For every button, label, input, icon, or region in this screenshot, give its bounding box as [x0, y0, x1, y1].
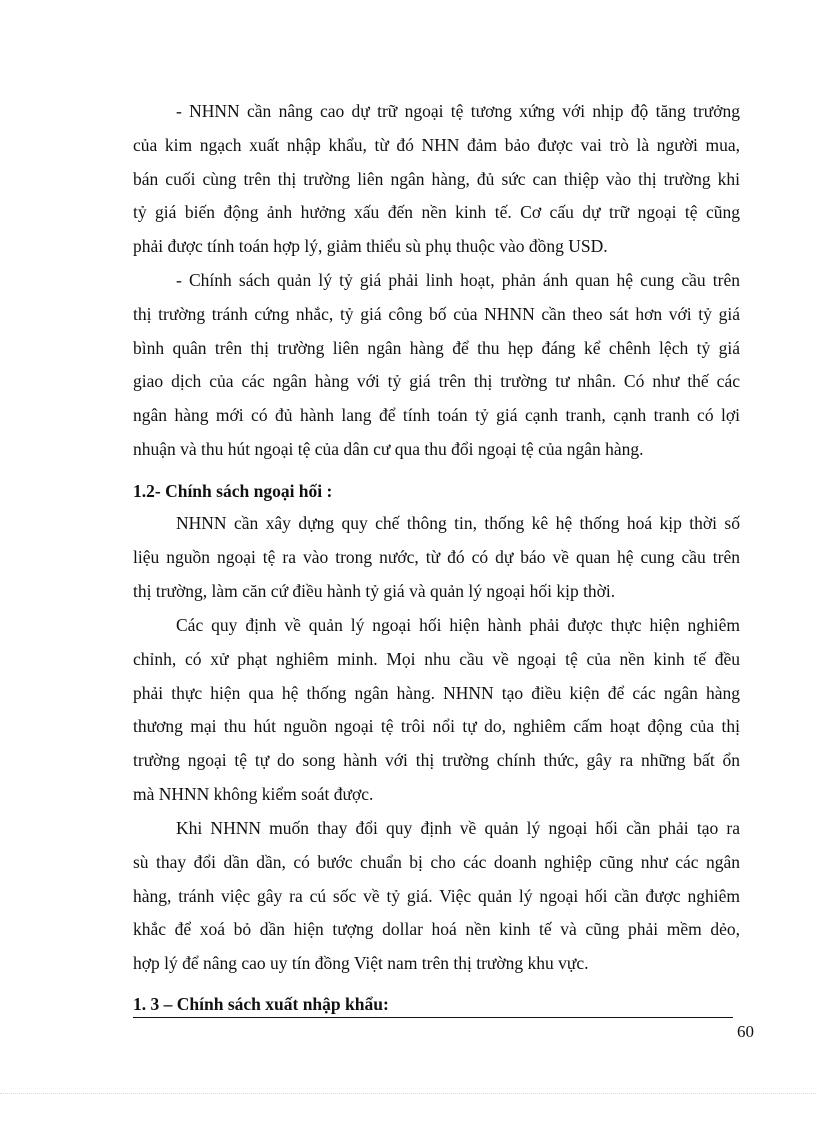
- text-line: hàng, tránh việc gây ra cú sốc về tỷ giá. Việc quản lý ngoại hối cần được nghiêm: [133, 885, 740, 906]
- text-line: Khi NHNN muốn thay đổi quy định về quản lý ngoại hối cần phải tạo ra: [176, 818, 740, 838]
- text-line: nhuận và thu hút ngoại tệ của dân cư qua thu đổi ngoại tệ của ngân hàng.: [133, 438, 644, 459]
- text-line: trường ngoại tệ tự do song hành với thị trường chính thức, gây ra những bất ổn: [133, 750, 740, 771]
- text-line: của kim ngạch xuất nhập khẩu, từ đó NHN đảm bảo được vai trò là người mua,: [133, 134, 740, 155]
- text-line: phải thực hiện qua hệ thống ngân hàng. NHNN tạo điều kiện để các ngân hàng: [133, 682, 740, 703]
- text-line: ngân hàng mới có đủ hành lang để tính toán tỷ giá cạnh tranh, cạnh tranh có lợi: [133, 405, 740, 426]
- paragraph-exchange-rate-policy: [133, 264, 740, 467]
- text-line: liệu nguồn ngoại tệ ra vào trong nước, từ đó có dự báo về quan hệ cung cầu trên: [133, 546, 740, 567]
- text-line: bán cuối cùng trên thị trường liên ngân hàng, đủ sức can thiệp vào thị trường khi: [133, 168, 740, 189]
- text-line: sù thay đổi dần dần, có bước chuẩn bị cho các doanh nghiệp cũng như các ngân: [133, 851, 740, 872]
- text-line: - Chính sách quản lý tỷ giá phải linh hoạt, phản ánh quan hệ cung cầu trên: [176, 270, 740, 290]
- paragraph-regulation-changes: [133, 812, 740, 981]
- footer-rule: [133, 1017, 733, 1018]
- text-line: Các quy định về quản lý ngoại hối hiện hành phải được thực hiện nghiêm: [176, 615, 740, 635]
- paragraph-foreign-reserve: [133, 95, 740, 264]
- text-line: hợp lý để nâng cao uy tín đồng Việt nam trên thị trường khu vực.: [133, 953, 589, 974]
- text-line: thị trường tránh cứng nhắc, tỷ giá công bố của NHNN cần theo sát hơn với tỷ giá: [133, 303, 740, 324]
- page-number: 60: [737, 1022, 754, 1041]
- text-line: NHNN cần xây dựng quy chế thông tin, thống kê hệ thống hoá kịp thời số: [176, 513, 740, 533]
- text-line: tỷ giá biến động ảnh hưởng xấu đến nền kinh tế. Cơ cấu dự trữ ngoại tệ cũng: [133, 202, 740, 223]
- section-heading-1-3: 1. 3 – Chính sách xuất nhập khẩu:: [133, 994, 389, 1014]
- paragraph-information-regulation: [133, 507, 740, 608]
- text-line: - NHNN cần nâng cao dự trữ ngoại tệ tương xứng với nhịp độ tăng trưởng: [176, 101, 740, 121]
- text-line: chỉnh, có xử phạt nghiêm minh. Mọi nhu cầu về ngoại tệ của nền kinh tế đều: [133, 648, 740, 669]
- text-line: thị trường, làm căn cứ điều hành tỷ giá và quản lý ngoại hối kịp thời.: [133, 580, 616, 601]
- text-line: mà NHNN không kiểm soát được.: [133, 783, 374, 804]
- text-line: bình quân trên thị trường liên ngân hàng để thu hẹp đáng kể chênh lệch tỷ giá: [133, 337, 740, 358]
- text-line: giao dịch của các ngân hàng với tỷ giá trên thị trường tư nhân. Có như thế các: [133, 371, 740, 392]
- text-line: thương mại thu hút nguồn ngoại tệ trôi nổi tự do, nghiêm cấm hoạt động của thị: [133, 716, 740, 737]
- paragraph-forex-regulations: [133, 609, 740, 812]
- text-line: phải được tính toán hợp lý, giảm thiểu sù phụ thuộc vào đồng USD.: [133, 236, 608, 257]
- text-line: khắc để xoá bỏ dần hiện tượng dollar hoá nền kinh tế và cũng phải mềm dẻo,: [133, 919, 740, 940]
- page-bottom-divider: [0, 1093, 816, 1094]
- section-heading-1-2: 1.2- Chính sách ngoại hối :: [133, 481, 333, 501]
